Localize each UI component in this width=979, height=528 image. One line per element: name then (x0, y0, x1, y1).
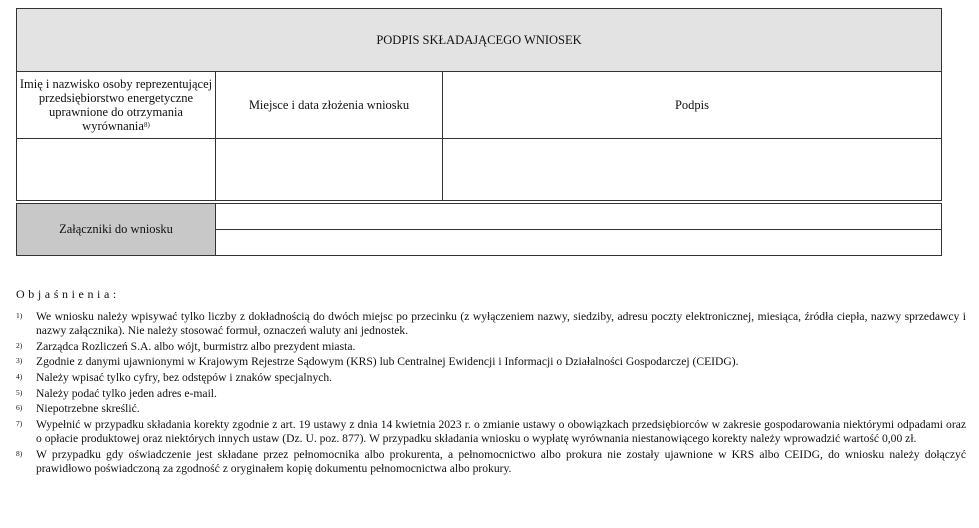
footnote-text: Należy podać tylko jeden adres e-mail. (36, 386, 217, 400)
footnote-text: Należy wpisać tylko cyfry, bez odstępów i znaków specjalnych. (36, 370, 333, 384)
footnote-8-marker: 8) (143, 121, 150, 129)
representative-name-header-text: Imię i nazwisko osoby reprezentującej przedsiębiorstwo energetyczne uprawnione do otrzymania wyrównania (19, 77, 213, 133)
footnote-item (16, 371, 966, 385)
footnote-text: Zgodnie z danymi ujawnionymi w Krajowym Rejestrze Sądowym (KRS) lub Centralnej Ewidencji i Informacji o Działalności Gospodarczej (CEIDG). (36, 355, 739, 369)
attachment-field-2[interactable] (216, 230, 942, 256)
explanations-list (16, 310, 966, 477)
footnote-text: Wypełnić w przypadku składania korekty zgodnie z art. 19 ustawy z dnia 14 kwietnia 2023 r. o zmianie ustawy o obowiązkach przedsiębiorców w zakresie gospodarowania niektórymi odpadami oraz o opłacie produktowej oraz niektórych innych ustaw (Dz. U. poz. 877). W przypadku składania wniosku o wypłatę wyrównania niestanowiącego korekty należy wprowadzić wartość 0,00 zł. (36, 417, 966, 445)
attachments-table (16, 203, 942, 256)
footnote-number: 7) (16, 418, 23, 428)
representative-name-header (17, 72, 216, 139)
footnote-item (16, 448, 966, 476)
footnote-text: We wniosku należy wpisywać tylko liczby z dokładnością do dwóch miejsc po przecinku (z wyłączeniem nazwy, siedziby, adresu poczty elektronicznej, miesiąca, źródła ciepła, nazwy sprzedawcy i nazwy załącznika). Nie należy stosować formuł, oznaczeń waluty ani jednostek. (36, 310, 966, 338)
signature-header: Podpis (443, 72, 942, 139)
footnote-number: 2) (16, 340, 23, 350)
footnote-item (16, 310, 966, 338)
attachment-field-1[interactable] (216, 204, 942, 230)
footnote-number: 8) (16, 448, 23, 458)
explanations-title: Objaśnienia: (16, 287, 120, 301)
footnote-item (16, 355, 966, 369)
footnote-item (16, 387, 966, 401)
footnote-text: W przypadku gdy oświadczenie jest składane przez pełnomocnika albo prokurenta, a pełnomocnictwo albo prokura nie zostały ujawnione w KRS albo CEIDG, do wniosku należy dołączyć prawidłowo poświadczoną za zgodność z oryginałem kopię dokumentu pełnomocnictwa albo prokury. (36, 447, 966, 475)
place-date-header: Miejsce i data złożenia wniosku (216, 72, 443, 139)
signature-field[interactable] (443, 139, 942, 201)
footnote-item (16, 402, 966, 416)
attachments-label: Załączniki do wniosku (17, 204, 216, 256)
footnote-number: 3) (16, 356, 23, 366)
place-date-field[interactable] (216, 139, 443, 201)
footnote-text: Niepotrzebne skreślić. (36, 402, 140, 416)
footnote-item (16, 340, 966, 354)
signature-table (16, 8, 942, 201)
footnote-number: 4) (16, 371, 23, 381)
footnote-number: 6) (16, 403, 23, 413)
representative-name-field[interactable] (17, 139, 216, 201)
footnote-text: Zarządca Rozliczeń S.A. albo wójt, burmistrz albo prezydent miasta. (36, 339, 356, 353)
footnote-item (16, 418, 966, 446)
footnote-number: 5) (16, 387, 23, 397)
signature-table-title: PODPIS SKŁADAJĄCEGO WNIOSEK (17, 9, 942, 72)
footnote-number: 1) (16, 311, 23, 320)
